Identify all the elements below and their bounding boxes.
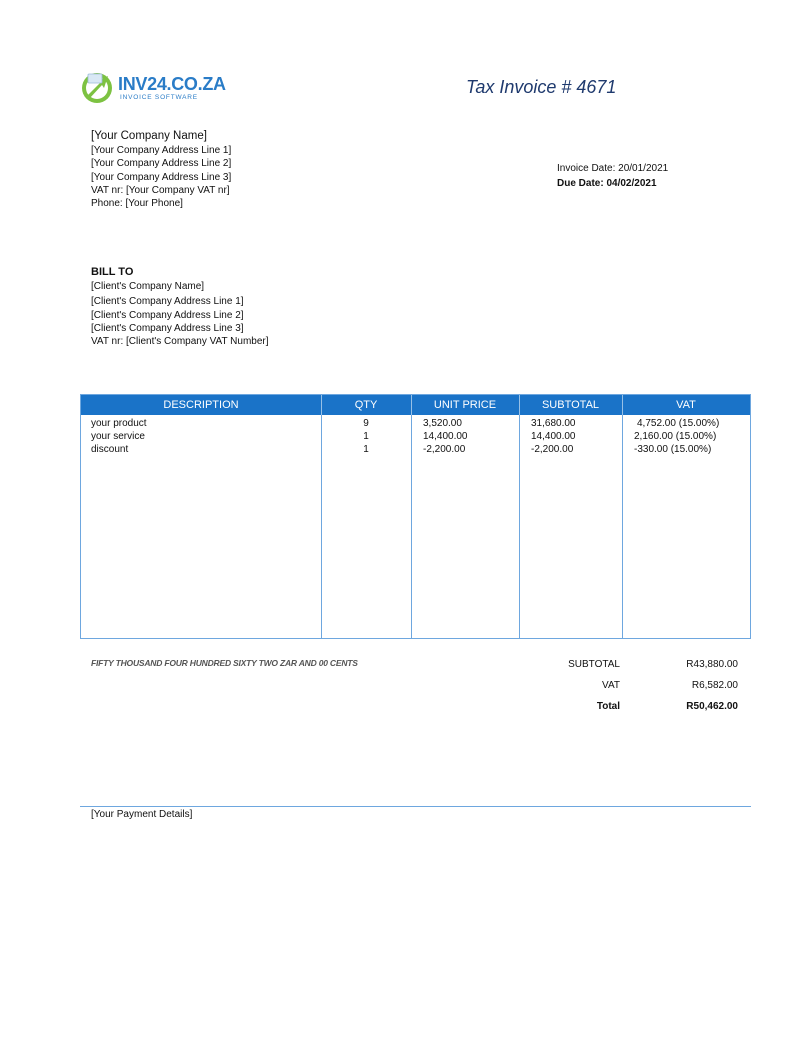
row-vat: -330.00 (15.00%): [634, 444, 712, 455]
header-divider: [622, 395, 623, 415]
row-vat: 2,160.00 (15.00%): [634, 431, 717, 442]
row-unit-price: 14,400.00: [423, 431, 468, 442]
row-description: discount: [91, 444, 129, 455]
header-divider: [411, 395, 412, 415]
row-description: your service: [91, 431, 145, 442]
table-row: [81, 443, 750, 456]
company-address-line-1: [Your Company Address Line 1]: [91, 145, 232, 156]
row-subtotal: -2,200.00: [531, 444, 574, 455]
subtotal-label: SUBTOTAL: [568, 659, 620, 670]
row-qty: 9: [363, 418, 369, 429]
total-label: Total: [596, 701, 620, 712]
client-vat: VAT nr: [Client's Company VAT Number]: [91, 336, 269, 348]
vat-label: VAT: [602, 680, 620, 691]
footer-divider: [80, 806, 751, 807]
row-qty: 1: [363, 431, 369, 442]
table-row: [81, 430, 750, 443]
invoice-title: Tax Invoice # 4671: [466, 77, 617, 97]
header-vat: VAT: [676, 399, 696, 411]
subtotal-value: R43,880.00: [686, 659, 738, 670]
company-block: [91, 129, 231, 210]
due-date: Due Date: 04/02/2021: [557, 178, 657, 189]
header-qty: QTY: [354, 399, 378, 411]
bill-to-heading: BILL TO: [91, 266, 134, 278]
logo-tagline: INVOICE SOFTWARE: [120, 94, 198, 101]
items-table: [80, 394, 751, 639]
header-divider: [519, 395, 520, 415]
table-header: [81, 395, 750, 415]
bill-to-block: [91, 265, 269, 348]
company-vat: VAT nr: [Your Company VAT nr]: [91, 184, 230, 196]
brand-logo: [80, 70, 226, 104]
header-unit-price: UNIT PRICE: [433, 399, 497, 411]
amount-in-words: FIFTY THOUSAND FOUR HUNDRED SIXTY TWO ZAR AND 00 CENTS: [91, 658, 358, 668]
row-vat: 4,752.00 (15.00%): [637, 418, 720, 429]
total-value: R50,462.00: [686, 701, 738, 712]
client-address-line-2: [Client's Company Address Line 2]: [91, 309, 244, 321]
row-subtotal: 31,680.00: [531, 418, 576, 429]
company-name: [Your Company Name]: [91, 130, 207, 142]
header-subtotal: SUBTOTAL: [541, 399, 600, 411]
invoice-date: Invoice Date: 20/01/2021: [557, 163, 669, 174]
row-description: your product: [91, 418, 147, 429]
header-divider: [321, 395, 322, 415]
vat-value: R6,582.00: [691, 680, 738, 691]
invoice-dates: [557, 161, 668, 191]
company-phone: Phone: [Your Phone]: [91, 198, 183, 210]
company-address-line-3: [Your Company Address Line 3]: [91, 171, 232, 183]
client-name: [Client's Company Name]: [91, 281, 205, 292]
client-address-line-1: [Client's Company Address Line 1]: [91, 296, 244, 308]
logo-text: INV24.CO.ZA: [118, 74, 226, 94]
header-description: DESCRIPTION: [163, 399, 239, 411]
company-address-line-2: [Your Company Address Line 2]: [91, 158, 232, 170]
client-address-line-3: [Client's Company Address Line 3]: [91, 322, 244, 334]
payment-details: [Your Payment Details]: [91, 809, 193, 820]
logo-arrow-icon: [80, 70, 116, 104]
row-subtotal: 14,400.00: [531, 431, 576, 442]
row-unit-price: 3,520.00: [423, 418, 462, 429]
row-unit-price: -2,200.00: [423, 444, 466, 455]
table-row: [81, 417, 750, 430]
row-qty: 1: [363, 444, 369, 455]
